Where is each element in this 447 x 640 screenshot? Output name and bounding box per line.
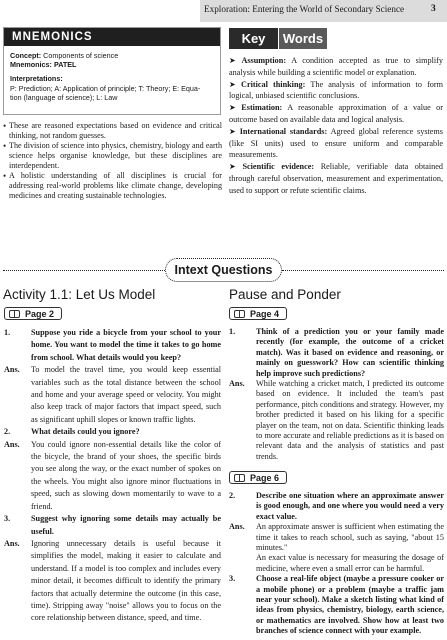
book-icon [234, 310, 245, 318]
keyword-term: International standards: [239, 126, 328, 136]
page-number: 3 [431, 4, 436, 14]
keyword-item: ➤ Estimation: A reasonable approximation of a value or outcome based on available data and logical analysis. [229, 103, 443, 124]
book-icon [9, 310, 20, 318]
page-badge [229, 471, 287, 484]
answer-item [229, 379, 444, 462]
question-item [4, 327, 221, 364]
item-number: 1. [4, 328, 11, 337]
keyword-term: Estimation: [241, 103, 283, 113]
keyword-term: Scientific evidence: [242, 162, 315, 172]
question-item [229, 491, 444, 522]
key-label: Key [229, 28, 278, 49]
keyword-item: ➤ Critical thinking: The analysis of information to form logical, unbiased scientific conclusions. [229, 79, 443, 101]
keyword-item: ➤ Assumption: A condition accepted as true to simplify analysis while building a scientific model or explanation. [229, 56, 443, 77]
item-number: 2. [229, 491, 236, 500]
keyword-item: ➤ Scientific evidence: Reliable, verifiable data obtained through careful observation, measurement and experimentation, used to support or refute scientific claims. [229, 162, 443, 195]
question-text: Choose a real-life object (maybe a pressure cooker or a mobile phone) or a problem (maybe a traffic jam near your school). Make a sketch listing what kind of ideas from physics, chemistry, biology, earth science, or mathematics are involved. Show how at least two branches of science connect with your example. [256, 574, 444, 636]
question-text: Suggest why ignoring some details may actually be useful. [31, 514, 221, 536]
answer-tag: Ans. [229, 379, 245, 389]
pause-ponder-title: Pause and Ponder [229, 287, 341, 302]
divider-right [282, 270, 444, 271]
answer-text: Ignoring unnecessary details is useful because it simplifies the model, making it easier to calculate and understand. If a model is too complex and includes every minor detail, it becomes difficult to identify the primary factors that actually determine the outcome (in this case, time). Stripping away "noise" allows you to focus on the core relationship between distance, speed, and time. [31, 538, 221, 623]
answer-text: You could ignore non-essential details like the color of the bicycle, the brand of your shoes, the specific birds you see along the way, or the exact number of spokes on the wheels. You might also ignore minor fluctuations in speed, such as slowing down momentarily to wave to a friend. [31, 439, 221, 511]
question-item [229, 327, 444, 379]
interpretations-line-2: tion (language of science); L: Law [10, 93, 118, 102]
question-text: Suppose you ride a bicycle from your school to your home. You want to model the time it takes to go home from school. What details would you keep? [31, 328, 221, 362]
bullet-item: • These are reasoned expectations based on evidence and critical thinking, not random guesses. [4, 121, 222, 141]
ponder-qa-2 [229, 491, 444, 637]
page-badge-label: Page 6 [250, 473, 280, 483]
answer-item [4, 439, 221, 513]
item-number: 3. [229, 574, 236, 584]
words-label: Words [279, 28, 327, 49]
activity-title: Activity 1.1: Let Us Model [3, 287, 156, 302]
summary-bullets [4, 121, 222, 201]
answer-text: An exact value is necessary for measuring the dosage of medicine, where even a small error can be harmful. [256, 553, 444, 573]
ponder-qa-1 [229, 327, 444, 462]
running-header: Exploration: Entering the World of Secondary Science [204, 4, 405, 14]
answer-item [229, 553, 444, 574]
question-text: What details could you ignore? [31, 427, 140, 437]
mnemonics-box [3, 27, 221, 115]
intext-questions-banner [165, 258, 282, 282]
mnemonic-value: PATEL [53, 60, 77, 69]
keyword-definition: A reasonable approximation of a value or outcome based on available data and logical analysis. [229, 103, 443, 124]
bullet-item: • The division of science into physics, chemistry, biology and earth science helps organise knowledge, but these disciplines are interdependent. [4, 141, 222, 171]
page-badge [229, 307, 287, 320]
answer-text: To model the travel time, you would keep essential variables such as the total distance between the school and home and your average speed or velocity. You might also keep track of major factors that impact speed, such as significant uphill slopes or known traffic lights. [31, 365, 221, 424]
mnemonics-title-bar [4, 28, 220, 46]
intext-title: Intext Questions [174, 263, 273, 277]
divider-left [3, 270, 165, 271]
keyword-term: Critical thinking: [241, 79, 306, 89]
keyword-definition: A condition accepted as true to simplify analysis while building a scientific model or explanation. [229, 56, 443, 77]
answer-tag: Ans. [229, 522, 245, 532]
question-text: Describe one situation where an approximate answer is good enough, and one where you would need a very exact value. [256, 491, 444, 521]
question-item [4, 513, 221, 538]
item-number: 1. [229, 327, 236, 336]
answer-item [4, 364, 221, 426]
mnemonics-mnemonic [10, 60, 76, 69]
answer-item [229, 522, 444, 553]
keyword-term: Assumption: [241, 56, 287, 65]
answer-tag: Ans. [4, 538, 20, 548]
answer-text: An approximate answer is sufficient when estimating the time it takes to reach school, such as saying, "about 15 minutes." [256, 522, 444, 553]
keyword-definition: Reliable, verifiable data obtained through careful observation, measurement and experimentation, used to support or refute scientific claims. [229, 162, 443, 195]
question-item [4, 426, 221, 438]
bullet-item: • A holistic understanding of all disciplines is crucial for addressing real-world problems like climate change, developing medicines and creating sustainable technologies. [4, 171, 222, 201]
question-text: Think of a prediction you or your family made recently (for example, the outcome of a cricket match). Was it based on evidence and reasoning, or mainly on guesswork? How can scientific thinking help improve such predictions? [256, 327, 444, 378]
item-number: 3. [4, 514, 11, 524]
answer-tag: Ans. [4, 365, 20, 375]
page-badge [4, 307, 62, 320]
keyword-definition: The analysis of information to form logical, unbiased scientific conclusions. [229, 79, 443, 101]
interpretations-label: Interpretations: [10, 74, 63, 83]
key-words-list [229, 55, 443, 197]
activity-qa [4, 327, 221, 625]
question-item [229, 574, 444, 636]
keyword-definition: Agreed global reference systems (like SI units) used to ensure uniform and comparable measurements. [229, 126, 443, 160]
mnemonic-label: Mnemonics: [10, 60, 52, 69]
page-badge-label: Page 2 [25, 309, 55, 319]
mnemonics-title: MNEMONICS [12, 31, 93, 43]
mnemonics-concept [10, 51, 118, 60]
keyword-item: ➤ International standards: Agreed global reference systems (like SI units) used to ensure uniform and comparable measurements. [229, 126, 443, 160]
interpretations-line-1: P: Prediction; A: Application of principle; T: Theory; E: Equa- [10, 84, 201, 93]
answer-item [4, 538, 221, 625]
answer-tag: Ans. [4, 439, 20, 449]
concept-label: Concept: [10, 51, 42, 60]
answer-text: While watching a cricket match, I predicted its outcome based on evidence. It included the team's past performance, pitch conditions and strategy. However, my brother predicted it based on his liking for a specific player on the team, not on data. Scientific thinking leads to more accurate and reliable predictions as it is based on relevant data and the analysis of statistics and past trends. [256, 379, 444, 461]
page-badge-label: Page 4 [250, 309, 280, 319]
item-number: 2. [4, 427, 11, 437]
book-icon [234, 474, 245, 482]
concept-value: Components of science [43, 51, 119, 60]
